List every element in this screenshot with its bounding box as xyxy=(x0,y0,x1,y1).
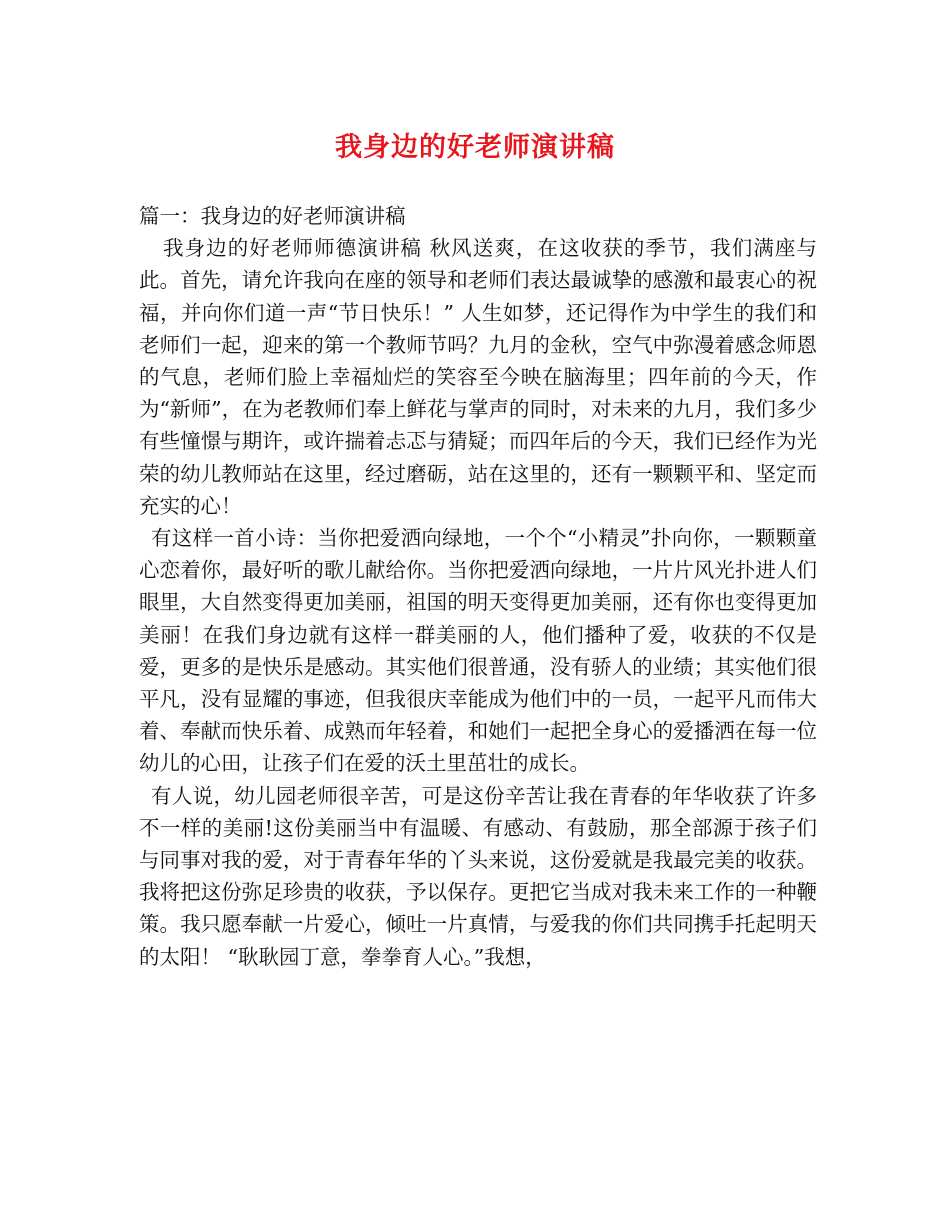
paragraph-2: 有这样一首小诗：当你把爱洒向绿地，一个个“小精灵”扑向你，一颗颗童心恋着你，最好听的歌儿献给你。当你把爱洒向绿地，一片片风光扑进人们眼里，大自然变得更加美丽，祖国的明天变得更加美丽，还有你也变得更加美丽！在我们身边就有这样一群美丽的人，他们播种了爱，收获的不仅是爱，更多的是快乐是感动。其实他们很普通，没有骄人的业绩；其实他们很平凡，没有显耀的事迹，但我很庆幸能成为他们中的一员，一起平凡而伟大着、奉献而快乐着、成熟而年轻着，和她们一起把全身心的爱播洒在每一位幼儿的心田，让孩子们在爱的沃土里茁壮的成长。 xyxy=(139,526,817,776)
paragraph-1: 我身边的好老师师德演讲稿 秋风送爽，在这收获的季节，我们满座与此。首先，请允许我向在座的领导和老师们表达最诚挚的感激和最衷心的祝福，并向你们道一声“节日快乐！” 人生如梦，还记得作为中学生的我们和老师们一起，迎来的第一个教师节吗？九月的金秋，空气中弥漫着感念师恩的气息，老师们脸上幸福灿烂的笑容至今映在脑海里；四年前的今天，作为“新师”，在为老教师们奉上鲜花与掌声的同时，对未来的九月，我们多少有些憧憬与期许，或许揣着忐忑与猜疑；而四年后的今天，我们已经作为光荣的幼儿教师站在这里，经过磨砺，站在这里的，还有一颗颗平和、坚定而充实的心！ xyxy=(139,236,817,518)
section-heading: 篇一：我身边的好老师演讲稿 xyxy=(139,204,406,228)
document-body xyxy=(139,200,817,973)
document-title: 我身边的好老师演讲稿 xyxy=(335,132,615,163)
paragraph-3: 有人说，幼儿园老师很辛苦，可是这份辛苦让我在青春的年华收获了许多不一样的美丽!这份美丽当中有温暖、有感动、有鼓励，那全部源于孩子们与同事对我的爱，对于青春年华的丫头来说，这份爱就是我最完美的收获。我将把这份弥足珍贵的收获，予以保存。更把它当成对我未来工作的一种鞭策。我只愿奉献一片爱心，倾吐一片真情，与爱我的你们共同携手托起明天的太阳！ “耿耿园丁意，拳拳育人心。”我想， xyxy=(139,783,817,969)
